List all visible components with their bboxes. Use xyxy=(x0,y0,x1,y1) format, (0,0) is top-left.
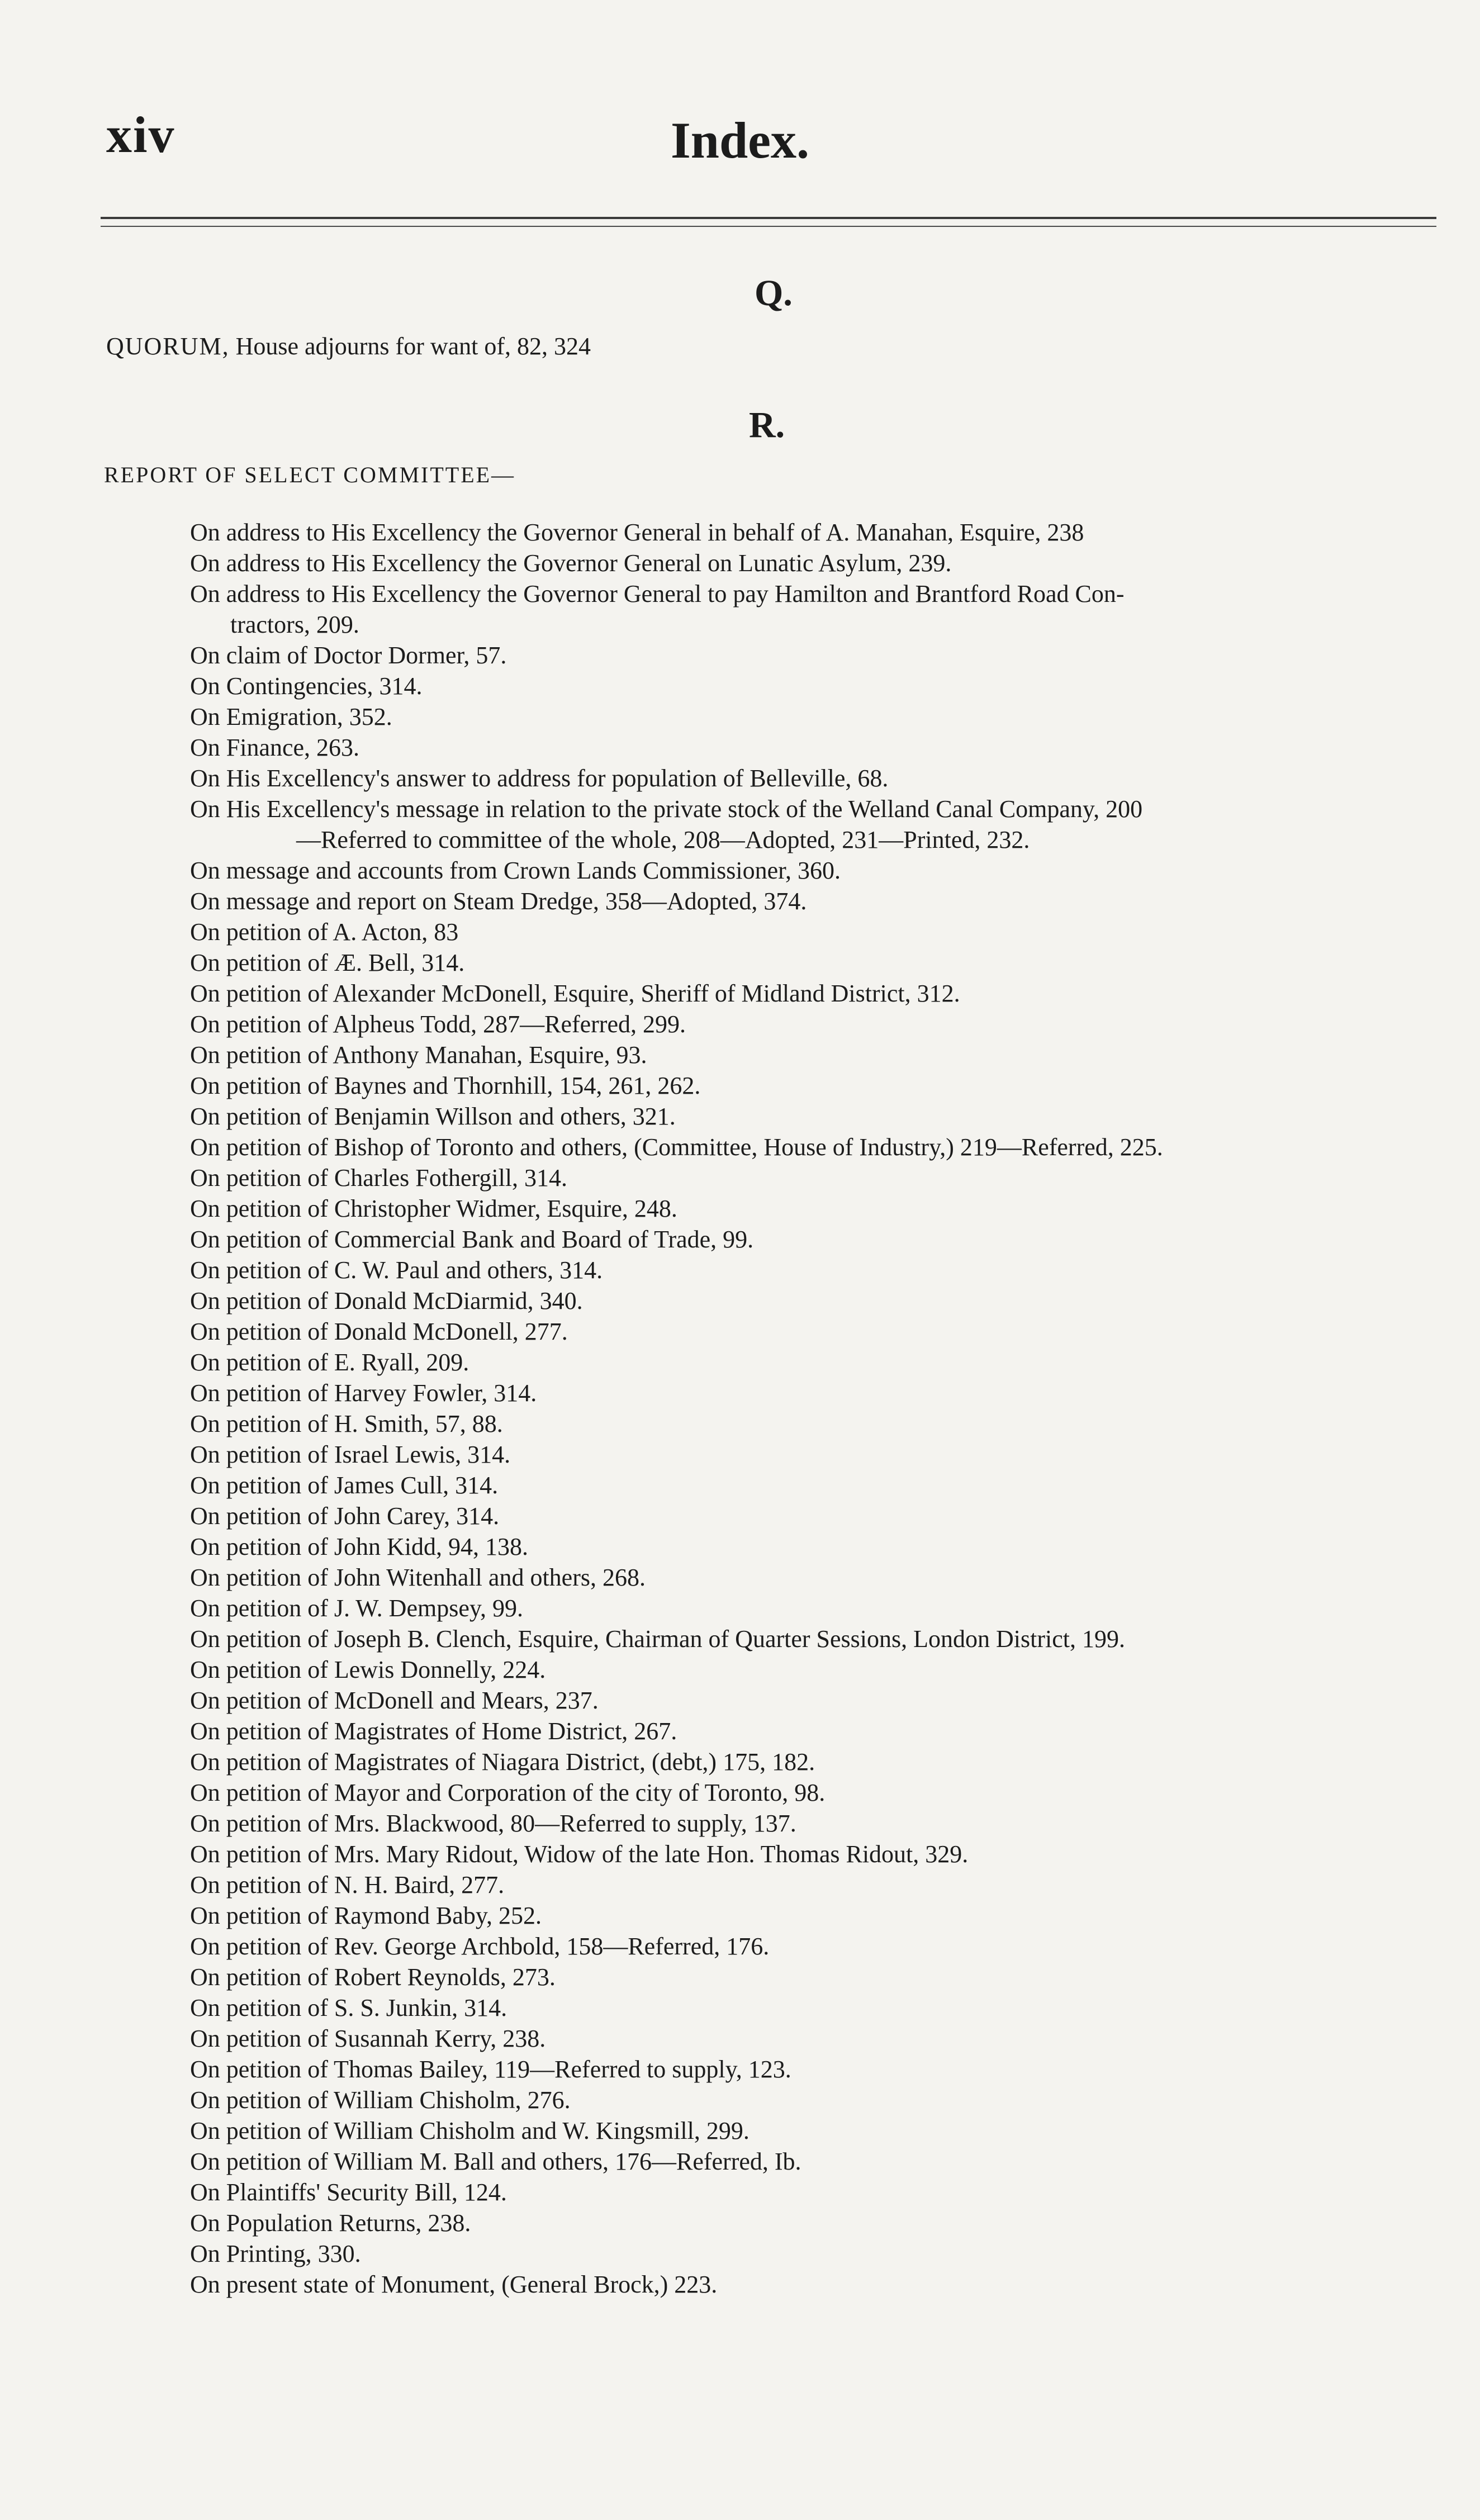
index-entry xyxy=(190,517,1442,548)
index-entry-text: On petition of John Carey, 314. xyxy=(190,1502,500,1530)
header-rule xyxy=(101,217,1436,219)
index-entry xyxy=(190,548,1442,578)
index-entry xyxy=(190,732,1442,763)
index-entry xyxy=(190,1747,1442,1777)
index-entry xyxy=(190,1470,1442,1501)
report-entries-list xyxy=(190,517,1442,2300)
index-entry xyxy=(190,1408,1442,1439)
index-entry-text: On petition of William Chisholm and W. Kingsmill, 299. xyxy=(190,2117,750,2144)
index-entry-text: On petition of Raymond Baby, 252. xyxy=(190,1902,542,1929)
index-entry xyxy=(190,1962,1442,1992)
index-entry-text: On petition of Joseph B. Clench, Esquire, Chairman of Quarter Sessions, London District, 199. xyxy=(190,1625,1125,1653)
index-entry-text: On petition of Donald McDonell, 277. xyxy=(190,1318,568,1345)
index-entry xyxy=(190,1808,1442,1839)
section-letter-q: Q. xyxy=(755,273,793,314)
index-entry xyxy=(190,1931,1442,1962)
index-entry xyxy=(190,1316,1442,1347)
index-entry xyxy=(190,2146,1442,2177)
index-entry xyxy=(190,1285,1442,1316)
index-entry-text: On petition of Mrs. Mary Ridout, Widow of the late Hon. Thomas Ridout, 329. xyxy=(190,1840,969,1868)
index-entry xyxy=(190,763,1442,794)
index-entry xyxy=(190,1040,1442,1070)
index-entry xyxy=(190,1531,1442,1562)
index-entry xyxy=(190,2023,1442,2054)
index-entry-text: On Emigration, 352. xyxy=(190,703,392,730)
quorum-text: House adjourns for want of, 82, 324 xyxy=(229,333,591,360)
index-entry xyxy=(190,2269,1442,2300)
index-entry-text: On petition of Benjamin Willson and others, 321. xyxy=(190,1103,676,1130)
quorum-entry xyxy=(106,334,591,359)
index-entry-text: On petition of Lewis Donnelly, 224. xyxy=(190,1656,546,1683)
index-entry xyxy=(190,2115,1442,2146)
index-entry-text: On petition of Bishop of Toronto and others, (Committee, House of Industry,) 219—Referred, 225. xyxy=(190,1133,1163,1161)
index-entry-text: On petition of Baynes and Thornhill, 154, 261, 262. xyxy=(190,1072,701,1099)
index-entry xyxy=(190,1378,1442,1408)
index-entry-text: On petition of Harvey Fowler, 314. xyxy=(190,1379,537,1407)
index-entry-text: On petition of N. H. Baird, 277. xyxy=(190,1871,505,1899)
index-entry xyxy=(190,1992,1442,2023)
index-entry-text: On petition of Thomas Bailey, 119—Referred to supply, 123. xyxy=(190,2056,791,2083)
index-entry xyxy=(190,1255,1442,1285)
index-entry-text: On petition of C. W. Paul and others, 314. xyxy=(190,1256,603,1284)
index-entry xyxy=(190,1439,1442,1470)
index-entry-text: On address to His Excellency the Governor General on Lunatic Asylum, 239. xyxy=(190,549,952,577)
index-entry xyxy=(190,978,1442,1009)
index-entry-text: On petition of Susannah Kerry, 238. xyxy=(190,2025,546,2052)
index-entry-text: On petition of Alpheus Todd, 287—Referred, 299. xyxy=(190,1010,686,1038)
quorum-heading: QUORUM, xyxy=(106,333,230,360)
index-entry-continuation: tractors, 209. xyxy=(230,611,359,638)
index-entry-text: On petition of McDonell and Mears, 237. xyxy=(190,1687,599,1714)
index-entry xyxy=(190,2238,1442,2269)
index-entry-text: On petition of Donald McDiarmid, 340. xyxy=(190,1287,583,1314)
index-entry-text: On Population Returns, 238. xyxy=(190,2209,471,2237)
report-heading: REPORT OF SELECT COMMITTEE— xyxy=(104,462,516,487)
index-entry xyxy=(190,1347,1442,1378)
header-rule-thin xyxy=(101,226,1436,227)
index-entry-text: On message and accounts from Crown Lands Commissioner, 360. xyxy=(190,857,841,884)
index-entry xyxy=(190,2054,1442,2085)
index-entry xyxy=(190,1193,1442,1224)
index-entry xyxy=(190,886,1442,917)
index-entry-text: On petition of S. S. Junkin, 314. xyxy=(190,1994,507,2021)
index-entry-text: On petition of William M. Ball and others, 176—Referred, Ib. xyxy=(190,2148,801,2175)
index-entry-text: On petition of Æ. Bell, 314. xyxy=(190,949,465,976)
index-entry xyxy=(190,578,1442,640)
index-entry-text: On petition of Robert Reynolds, 273. xyxy=(190,1963,556,1991)
index-entry xyxy=(190,1900,1442,1931)
index-entry-text: On petition of H. Smith, 57, 88. xyxy=(190,1410,503,1437)
index-entry-text: On claim of Doctor Dormer, 57. xyxy=(190,642,507,669)
index-entry-text: On petition of Israel Lewis, 314. xyxy=(190,1441,511,1468)
index-entry xyxy=(190,671,1442,701)
index-entry xyxy=(190,1562,1442,1593)
index-entry xyxy=(190,794,1442,855)
index-entry xyxy=(190,1224,1442,1255)
index-entry xyxy=(190,1869,1442,1900)
index-entry xyxy=(190,1685,1442,1716)
index-entry-text: On petition of Anthony Manahan, Esquire, 93. xyxy=(190,1041,647,1069)
index-entry-text: On address to His Excellency the Governor General in behalf of A. Manahan, Esquire, 238 xyxy=(190,519,1084,546)
page-number: xiv xyxy=(106,106,175,163)
index-entry xyxy=(190,1654,1442,1685)
index-entry-text: On petition of John Kidd, 94, 138. xyxy=(190,1533,528,1560)
index-entry-text: On petition of James Cull, 314. xyxy=(190,1472,499,1499)
index-entry-text: On petition of A. Acton, 83 xyxy=(190,918,459,946)
index-entry-text: On petition of William Chisholm, 276. xyxy=(190,2086,571,2114)
index-entry xyxy=(190,1501,1442,1531)
index-entry xyxy=(190,1716,1442,1747)
index-entry xyxy=(190,701,1442,732)
index-entry xyxy=(190,1593,1442,1624)
index-entry-text: On His Excellency's message in relation to the private stock of the Welland Canal Company, 200 xyxy=(190,795,1143,823)
index-entry-continuation: —Referred to committee of the whole, 208—Adopted, 231—Printed, 232. xyxy=(296,826,1030,853)
index-entry-text: On petition of Magistrates of Home District, 267. xyxy=(190,1717,677,1745)
index-entry-text: On petition of Alexander McDonell, Esquire, Sheriff of Midland District, 312. xyxy=(190,980,960,1007)
index-entry-text: On Contingencies, 314. xyxy=(190,672,423,700)
index-entry-text: On petition of Mrs. Blackwood, 80—Referred to supply, 137. xyxy=(190,1810,796,1837)
index-entry xyxy=(190,1624,1442,1654)
index-entry-text: On petition of E. Ryall, 209. xyxy=(190,1349,469,1376)
index-entry-text: On petition of John Witenhall and others, 268. xyxy=(190,1564,646,1591)
index-entry-text: On address to His Excellency the Governor General to pay Hamilton and Brantford Road Con- xyxy=(190,580,1125,608)
index-entry xyxy=(190,1132,1442,1162)
index-entry xyxy=(190,1101,1442,1132)
section-letter-r: R. xyxy=(749,405,785,445)
index-entry-text: On Plaintiffs' Security Bill, 124. xyxy=(190,2179,507,2206)
index-entry xyxy=(190,1009,1442,1040)
index-entry xyxy=(190,2177,1442,2208)
index-entry xyxy=(190,1839,1442,1869)
index-entry xyxy=(190,855,1442,886)
index-entry-text: On Finance, 263. xyxy=(190,734,360,761)
index-entry-text: On petition of Magistrates of Niagara District, (debt,) 175, 182. xyxy=(190,1748,815,1776)
index-entry xyxy=(190,1777,1442,1808)
index-entry-text: On petition of Charles Fothergill, 314. xyxy=(190,1164,568,1192)
index-entry xyxy=(190,2085,1442,2115)
index-entry-text: On petition of Christopher Widmer, Esquire, 248. xyxy=(190,1195,677,1222)
index-entry xyxy=(190,947,1442,978)
index-entry-text: On His Excellency's answer to address for population of Belleville, 68. xyxy=(190,765,889,792)
index-entry-text: On petition of Commercial Bank and Board of Trade, 99. xyxy=(190,1226,754,1253)
index-entry xyxy=(190,1162,1442,1193)
index-entry-text: On petition of Mayor and Corporation of the city of Toronto, 98. xyxy=(190,1779,826,1806)
index-entry xyxy=(190,1070,1442,1101)
index-entry xyxy=(190,2208,1442,2238)
index-entry-text: On message and report on Steam Dredge, 358—Adopted, 374. xyxy=(190,888,807,915)
index-entry-text: On petition of Rev. George Archbold, 158—Referred, 176. xyxy=(190,1933,770,1960)
index-entry xyxy=(190,917,1442,947)
index-entry-text: On Printing, 330. xyxy=(190,2240,361,2267)
page-title: Index. xyxy=(671,112,809,169)
index-entry-text: On petition of J. W. Dempsey, 99. xyxy=(190,1594,523,1622)
index-entry-text: On present state of Monument, (General Brock,) 223. xyxy=(190,2271,718,2298)
index-entry xyxy=(190,640,1442,671)
